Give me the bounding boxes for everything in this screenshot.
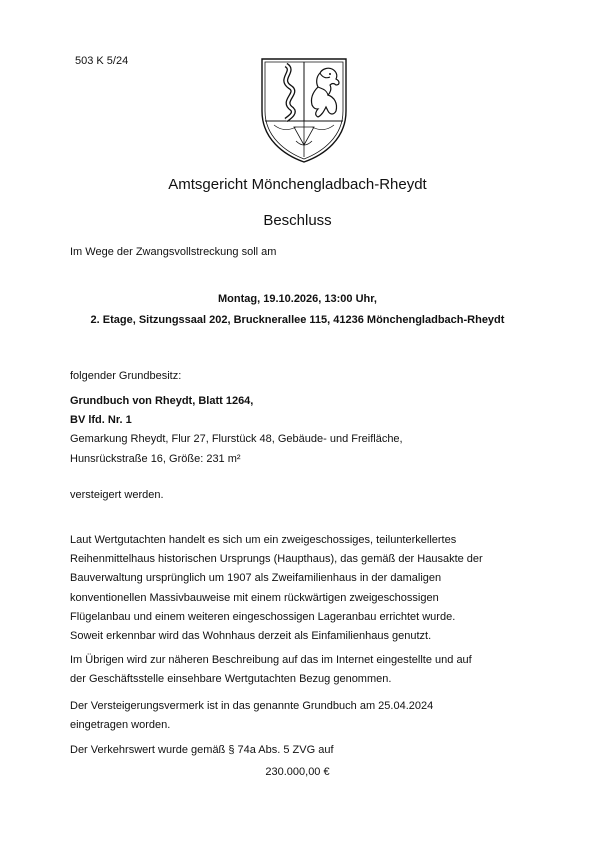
document-title: Beschluss bbox=[263, 212, 332, 229]
parcel-info: Gemarkung Rheydt, Flur 27, Flurstück 48, Gebäude- und Freifläche, bbox=[70, 433, 403, 446]
property-description bbox=[70, 531, 530, 646]
intro-text: Im Wege der Zwangsvollstreckung soll am bbox=[70, 246, 277, 258]
appointment-date-time: Montag, 19.10.2026, 13:00 Uhr, bbox=[218, 293, 377, 305]
coat-of-arms-icon bbox=[256, 53, 352, 165]
valuation-amount: 230.000,00 € bbox=[265, 766, 330, 778]
registration-line: Der Versteigerungsvermerk ist in das genannte Grundbuch am 25.04.2024 bbox=[70, 700, 434, 712]
description-line: konventionellen Massivbauweise mit einem rückwärtigen zweigeschossigen bbox=[70, 591, 439, 604]
registration-line: eingetragen worden. bbox=[70, 719, 171, 732]
reference-line: der Geschäftsstelle einsehbare Wertgutachten Bezug genommen. bbox=[70, 673, 392, 686]
land-register: Grundbuch von Rheydt, Blatt 1264, bbox=[70, 395, 254, 407]
description-line: Bauverwaltung ursprünglich um 1907 als Zweifamilienhaus in der damaligen bbox=[70, 572, 442, 585]
registration-note bbox=[70, 697, 530, 735]
property-details bbox=[70, 392, 530, 469]
property-address: Hunsrückstraße 16, Größe: 231 m² bbox=[70, 452, 241, 465]
description-line: Soweit erkennbar wird das Wohnhaus derzeit als Einfamilienhaus genutzt. bbox=[70, 630, 432, 643]
appointment-location: 2. Etage, Sitzungssaal 202, Brucknerallee 115, 41236 Mönchengladbach-Rheydt bbox=[90, 314, 505, 326]
description-line: Flügelanbau und einem weiteren eingeschossigen Lageranbau errichtet wurde. bbox=[70, 610, 456, 623]
reference-line: Im Übrigen wird zur näheren Beschreibung auf das im Internet eingestellte und auf bbox=[70, 654, 472, 666]
court-name: Amtsgericht Mönchengladbach-Rheydt bbox=[168, 176, 427, 193]
property-label: folgender Grundbesitz: bbox=[70, 370, 182, 382]
appraisal-reference bbox=[70, 651, 530, 689]
file-reference: 503 K 5/24 bbox=[75, 55, 129, 67]
auction-statement: versteigert werden. bbox=[70, 489, 164, 501]
description-line: Laut Wertgutachten handelt es sich um ein zweigeschossiges, teilunterkellertes bbox=[70, 534, 457, 546]
bv-number: BV lfd. Nr. 1 bbox=[70, 414, 132, 427]
valuation-text: Der Verkehrswert wurde gemäß § 74a Abs. 5 ZVG auf bbox=[70, 744, 334, 756]
description-line: Reihenmittelhaus historischen Ursprungs (Haupthaus), das gemäß der Hausakte der bbox=[70, 553, 483, 566]
